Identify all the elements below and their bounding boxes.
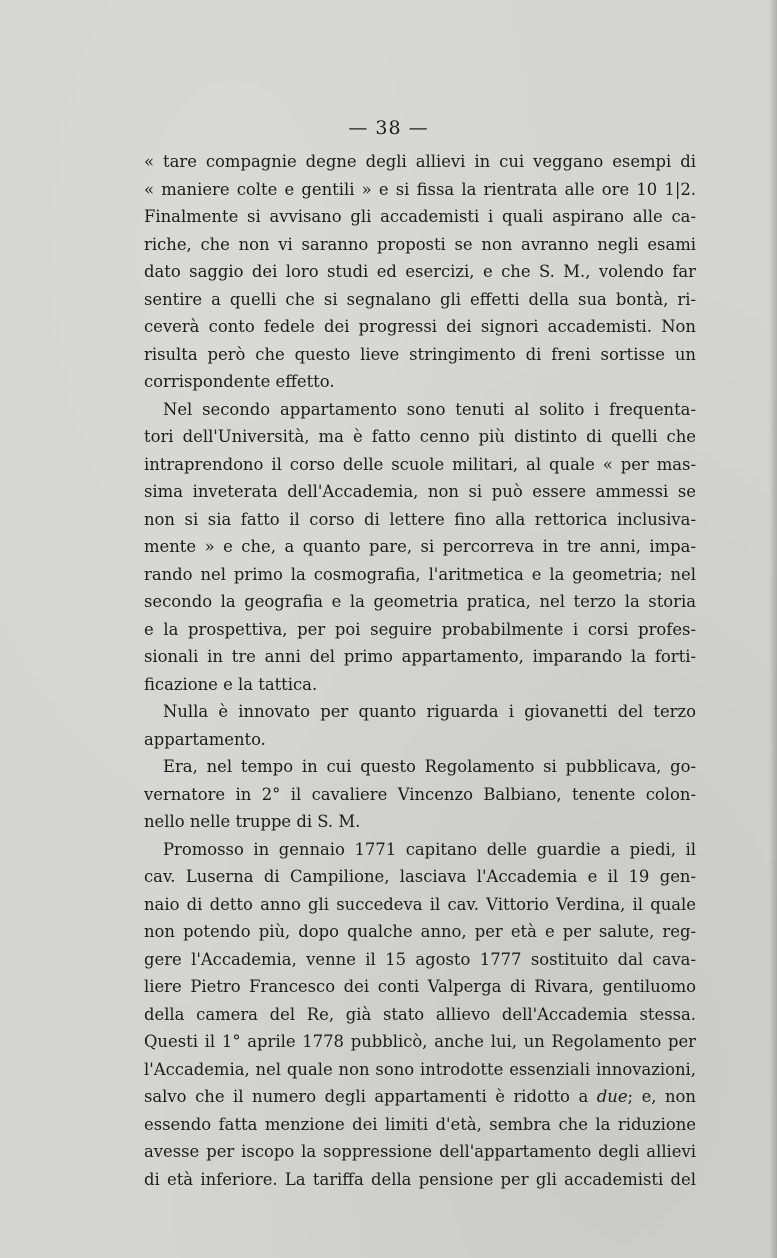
text-line: vernatore in 2° il cavaliere Vincenzo Balbiano, tenente colon-	[144, 784, 696, 804]
text-line: riche, che non vi saranno proposti se non avranno negli esami	[144, 234, 696, 254]
text-line: Nulla è innovato per quanto riguarda i giovanetti del terzo	[163, 702, 696, 721]
text-line: corrispondente effetto.	[144, 372, 335, 391]
text-line: « maniere colte e gentili » e si fissa la rientrata alle ore 10 1|2.	[144, 179, 696, 199]
text-line: Finalmente si avvisano gli accademisti i quali aspirano alle ca-	[144, 207, 696, 226]
text-line: intraprendono il corso delle scuole militari, al quale « per mas-	[144, 454, 696, 474]
text-line: appartamento.	[144, 729, 266, 749]
text-line: avesse per iscopo la soppressione dell'appartamento degli allievi	[144, 1142, 696, 1161]
text-line: dato saggio dei loro studi ed esercizi, e che S. M., volendo far	[144, 262, 696, 281]
text-line: sionali in tre anni del primo appartamento, imparando la forti-	[144, 647, 696, 666]
text-line: liere Pietro Francesco dei conti Valperga di Rivara, gentiluomo	[144, 977, 696, 996]
text-line: nello nelle truppe di S. M.	[144, 812, 361, 831]
text-line: salvo che il numero degli appartamenti è ridotto a due; e, non	[144, 1087, 696, 1106]
text-line: Nel secondo appartamento sono tenuti al solito i frequenta-	[163, 399, 696, 419]
text-line: essendo fatta menzione dei limiti d'età, sembra che la riduzione	[144, 1114, 696, 1134]
text-line: l'Accademia, nel quale non sono introdotte essenziali innovazioni,	[144, 1059, 696, 1079]
text-line: non potendo più, dopo qualche anno, per età e per salute, reg-	[144, 922, 696, 941]
text-line: e la prospettiva, per poi seguire probabilmente i corsi profes-	[144, 619, 696, 639]
text-line: sima inveterata dell'Accademia, non si può essere ammessi se	[144, 482, 696, 501]
text-line: sentire a quelli che si segnalano gli effetti della sua bontà, ri-	[144, 289, 696, 309]
text-line: di età inferiore. La tariffa della pensione per gli accademisti del	[144, 1169, 696, 1189]
text-line: naio di detto anno gli succedeva il cav. Vittorio Verdina, il quale	[144, 894, 696, 914]
text-line: Era, nel tempo in cui questo Regolamento si pubblicava, go-	[163, 757, 696, 776]
text-line: ficazione e la tattica.	[144, 674, 318, 694]
text-line: della camera del Re, già stato allievo dell'Accademia stessa.	[144, 1004, 696, 1024]
text-line: Promosso in gennaio 1771 capitano delle guardie a piedi, il	[163, 839, 696, 859]
body-text	[144, 148, 696, 1193]
text-line: secondo la geografia e la geometria pratica, nel terzo la storia	[144, 592, 696, 611]
text-line: risulta però che questo lieve stringimento di freni sortisse un	[144, 344, 696, 364]
text-line: gere l'Accademia, venne il 15 agosto 1777 sostituito dal cava-	[144, 949, 696, 969]
page-number: — 38 —	[348, 117, 429, 139]
text-line: rando nel primo la cosmografia, l'aritmetica e la geometria; nel	[144, 564, 696, 584]
text-line: ceverà conto fedele dei progressi dei signori accademisti. Non	[144, 317, 696, 336]
text-line: non si sia fatto il corso di lettere fino alla rettorica inclusiva-	[144, 509, 696, 529]
text-line: « tare compagnie degne degli allievi in cui veggano esempi di	[144, 152, 696, 171]
text-line: tori dell'Università, ma è fatto cenno più distinto di quelli che	[144, 427, 696, 446]
text-line: Questi il 1° aprile 1778 pubblicò, anche lui, un Regolamento per	[144, 1032, 696, 1051]
text-line: mente » e che, a quanto pare, si percorreva in tre anni, impa-	[144, 537, 696, 556]
page-edge-shadow	[769, 0, 777, 1258]
text-line: cav. Luserna di Campilione, lasciava l'Accademia e il 19 gen-	[144, 867, 696, 886]
